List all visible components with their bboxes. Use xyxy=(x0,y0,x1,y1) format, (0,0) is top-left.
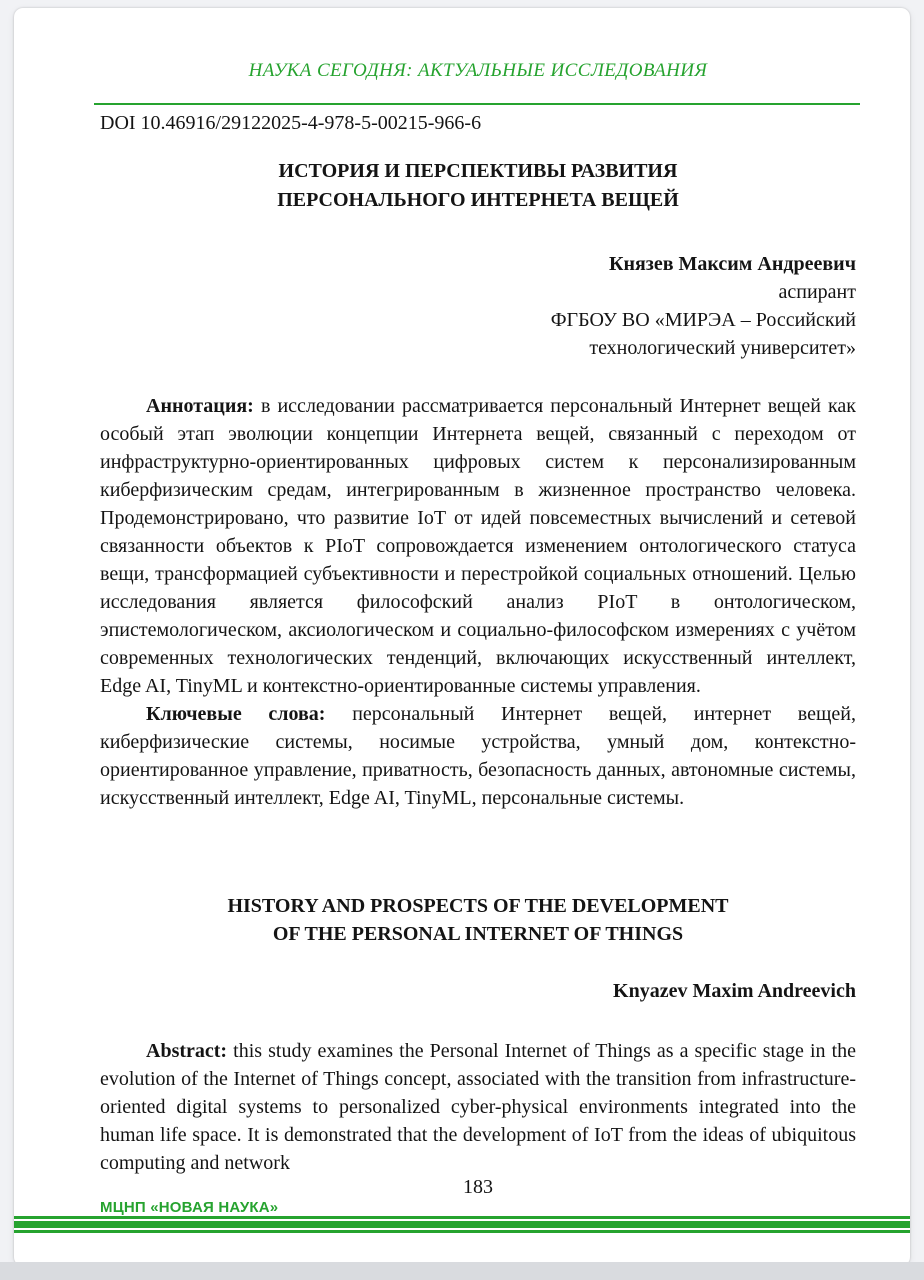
header-divider-line xyxy=(94,103,860,105)
article-title-ru xyxy=(100,157,856,215)
author-position: аспирант xyxy=(778,281,856,303)
article-title-en xyxy=(100,892,856,948)
annotation-paragraph xyxy=(100,392,856,700)
article-title-en-line2: OF THE PERSONAL INTERNET OF THINGS xyxy=(272,923,684,945)
abstract-paragraph xyxy=(100,1037,856,1177)
english-body xyxy=(100,1037,856,1177)
author-name-en: Knyazev Maxim Andreevich xyxy=(613,980,856,1002)
backdrop-bottom-bar xyxy=(0,1262,924,1280)
russian-body xyxy=(100,392,856,812)
document-page xyxy=(14,8,910,1266)
abstract-text: this study examines the Personal Internet of Things as a specific stage in the evolution of the Internet of Things concept, associated with the transition from infrastructure-oriented digital systems to personalized cyber-physical environments integrated into the human life space. It is demonstrated that the development of IoT from the ideas of ubiquitous computing and network xyxy=(100,1040,856,1174)
doi-text: DOI 10.46916/29122025-4-978-5-00215-966-6 xyxy=(100,112,482,134)
page-number: 183 xyxy=(463,1176,493,1198)
author-affiliation-line1: ФГБОУ ВО «МИРЭА – Российский xyxy=(550,309,856,331)
annotation-label: Аннотация: xyxy=(146,395,254,417)
keywords-paragraph xyxy=(100,700,856,812)
publisher-footer-label: МЦНП «НОВАЯ НАУКА» xyxy=(100,1199,279,1216)
keywords-label: Ключевые слова: xyxy=(146,703,326,725)
article-title-en-line1: HISTORY AND PROSPECTS OF THE DEVELOPMENT xyxy=(227,895,729,917)
article-title-ru-line2: ПЕРСОНАЛЬНОГО ИНТЕРНЕТА ВЕЩЕЙ xyxy=(277,189,679,211)
author-affiliation-line2: технологический университет» xyxy=(589,337,856,359)
keywords-text: персональный Интернет вещей, интернет вещей, киберфизические системы, носимые устройства, умный дом, контекстно-ориентированное управление, приватность, безопасность данных, автономные системы, искусственный интеллект, Edge AI, TinyML, персональные системы. xyxy=(100,703,856,809)
footer-stripes xyxy=(14,1216,910,1233)
author-name-ru: Князев Максим Андреевич xyxy=(608,253,856,275)
article-title-ru-line1: ИСТОРИЯ И ПЕРСПЕКТИВЫ РАЗВИТИЯ xyxy=(278,160,678,182)
annotation-text: в исследовании рассматривается персональный Интернет вещей как особый этап эволюции концепции Интернета вещей, связанный с переходом от инфраструктурно-ориентированных цифровых систем к персонализированным киберфизическим средам, интегрированным в жизненное пространство человека. Продемонстрировано, что развитие IoT от идей повсеместных вычислений и сетевой связанности объектов к PIoT сопровождается изменением онтологического статуса вещи, трансформацией субъективности и перестройкой социальных отношений. Целью исследования является философский анализ PIoT в онтологическом, эпистемологическом, аксиологическом и социально-философском измерениях с учётом современных технологических тенденций, включающих искусственный интеллект, Edge AI, TinyML и контекстно-ориентированные системы управления. xyxy=(100,395,857,697)
journal-header-title: НАУКА СЕГОДНЯ: АКТУАЛЬНЫЕ ИССЛЕДОВАНИЯ xyxy=(248,60,708,81)
author-block-ru xyxy=(100,250,856,362)
abstract-label: Abstract: xyxy=(146,1040,228,1062)
